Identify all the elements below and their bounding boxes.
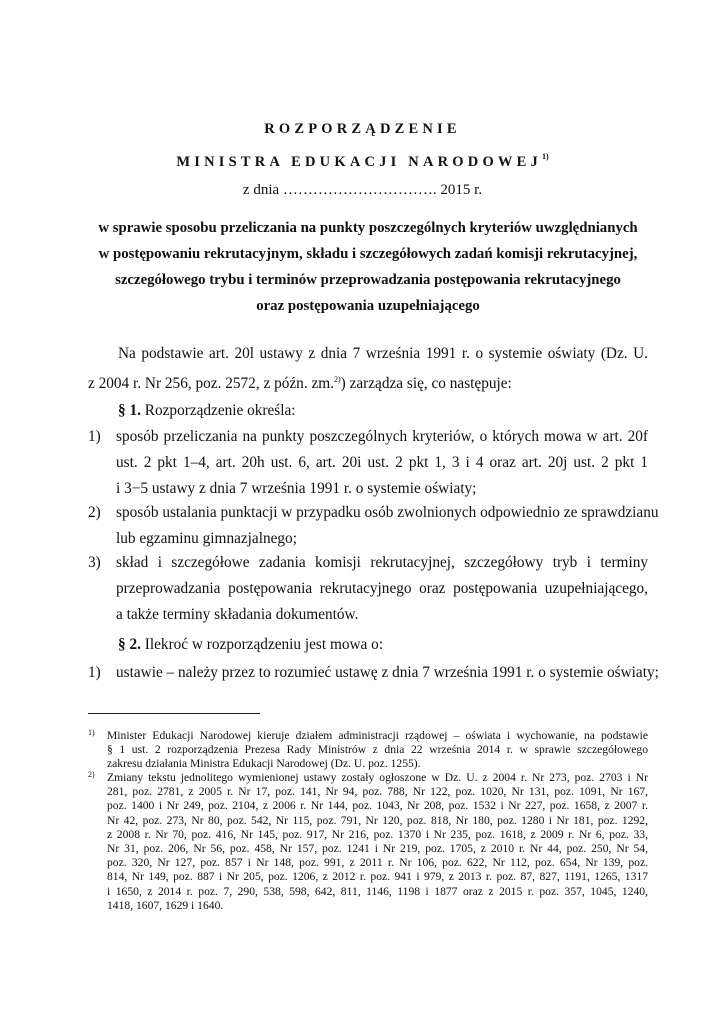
section-2-heading	[88, 632, 648, 658]
footnote-line: i 1650, z 2014 r. poz. 7, 290, 538, 598, 642, 811, 1146, 1198 i 1877 oraz z 2015 r. poz. 357, 1045, 1240,	[107, 884, 648, 898]
section-1-heading	[88, 398, 648, 424]
footnote-line: poz. 320, Nr 127, poz. 857 i Nr 148, poz. 991, z 2011 r. Nr 106, poz. 622, Nr 112, poz. 654, Nr 139, poz.	[107, 856, 648, 870]
preamble	[88, 341, 648, 397]
section-1-label: § 1.	[118, 402, 141, 419]
list-item-line: sposób przeliczania na punkty poszczególnych kryteriów, o których mowa w art. 20f	[116, 428, 648, 445]
preamble-text: z 2004 r. Nr 256, poz. 2572, z późn. zm.	[88, 375, 334, 393]
footnote-line: 1418, 1607, 1629 i 1640.	[107, 898, 224, 912]
list-item-number: 1)	[88, 428, 101, 445]
list-item-number: 1)	[88, 664, 101, 681]
list-item-line: ust. 2 pkt 1–4, art. 20h ust. 6, art. 20i ust. 2 pkt 1, 3 i 4 oraz art. 20j ust. 2 pkt 1	[116, 454, 648, 471]
footnote-line: Minister Edukacji Narodowej kieruje działem administracji rządowej – oświata i wychowanie, na podstawie	[107, 729, 648, 742]
issuer-name: MINISTRA EDUKACJI NARODOWEJ	[176, 154, 542, 170]
list-item-number: 2)	[88, 504, 101, 521]
footnote-line: z 2008 r. Nr 70, poz. 416, Nr 145, poz. 917, Nr 216, poz. 1370 i Nr 235, poz. 1618, z 2009 r. Nr 6, poz. 33,	[107, 827, 648, 841]
subject-block	[88, 215, 648, 319]
footnote-line: § 1 ust. 2 rozporządzenia Prezesa Rady Ministrów z dnia 22 września 2014 r. w sprawie szczegółowego	[107, 743, 648, 757]
footnote-line: poz. 1400 i Nr 249, poz. 2104, z 2006 r. Nr 144, poz. 1043, Nr 208, poz. 1532 i Nr 227, poz. 1658, z 2007 r.	[107, 799, 648, 813]
list-item-line: lub egzaminu gimnazjalnego;	[116, 530, 297, 547]
preamble-line	[88, 367, 648, 397]
footnote-line: 814, Nr 149, poz. 887 i Nr 205, poz. 1206, z 2012 r. poz. 941 i 979, z 2013 r. poz. 87, 827, 1191, 1265, 1317	[107, 870, 648, 884]
issuer-heading	[0, 152, 725, 171]
section-1-text: Rozporządzenie określa:	[144, 402, 296, 419]
footnote-ref-2: 2)	[333, 375, 341, 384]
preamble-text: ) zarządza się, co następuje:	[340, 375, 512, 393]
section-2-text: Ilekroć w rozporządzeniu jest mowa o:	[144, 636, 384, 653]
footnote-line: Nr 42, poz. 273, Nr 80, poz. 542, Nr 115, poz. 791, Nr 120, poz. 818, Nr 180, poz. 1280 i Nr 181, poz. 1292,	[107, 813, 648, 827]
footnote-number: 2)	[88, 770, 95, 779]
subject-line: w postępowaniu rekrutacyjnym, składu i szczegółowych zadań komisji rekrutacyjnej,	[98, 246, 638, 262]
preamble-line: Na podstawie art. 20l ustawy z dnia 7 września 1991 r. o systemie oświaty (Dz. U.	[118, 345, 648, 362]
footnote-line: Nr 31, poz. 206, Nr 56, poz. 458, Nr 157, poz. 1241 i Nr 219, poz. 1705, z 2010 r. Nr 44, poz. 250, Nr 54,	[107, 842, 648, 856]
section-2-label: § 2.	[118, 636, 141, 653]
footnote-number: 1)	[88, 728, 95, 737]
date-line: z dnia …………………………. 2015 r.	[242, 182, 483, 198]
footnote-ref-1: 1)	[541, 152, 549, 161]
list-item-line: przeprowadzania postępowania rekrutacyjnego oraz postępowania uzupełniającego,	[116, 580, 648, 597]
list-item-line: a także terminy składania dokumentów.	[116, 606, 359, 623]
list-item-number: 3)	[88, 554, 101, 571]
footnote-line: 281, poz. 2781, z 2005 r. Nr 17, poz. 141, Nr 94, poz. 788, Nr 122, poz. 1020, Nr 131, poz. 1091, Nr 167,	[107, 785, 648, 799]
document-title: ROZPORZĄDZENIE	[264, 121, 461, 137]
list-item-line: i 3−5 ustawy z dnia 7 września 1991 r. o systemie oświaty;	[116, 480, 477, 497]
list-item-line: ustawie – należy przez to rozumieć ustawę z dnia 7 września 1991 r. o systemie oświaty;	[116, 664, 659, 681]
subject-line: szczegółowego trybu i terminów przeprowadzania postępowania rekrutacyjnego	[115, 272, 621, 288]
subject-line: w sprawie sposobu przeliczania na punkty poszczególnych kryteriów uwzględnianych	[98, 220, 638, 236]
list-item-line: skład i szczegółowe zadania komisji rekrutacyjnej, szczegółowy tryb i terminy	[116, 554, 648, 571]
footnote-separator	[88, 713, 260, 714]
subject-line: oraz postępowania uzupełniającego	[256, 298, 480, 314]
footnote-line: zakresu działania Ministra Edukacji Narodowej (Dz. U. poz. 1255).	[107, 757, 421, 771]
list-item-line: sposób ustalania punktacji w przypadku osób zwolnionych odpowiednio ze sprawdzianu	[116, 504, 659, 521]
footnote-line: Zmiany tekstu jednolitego wymienionej ustawy zostały ogłoszone w Dz. U. z 2004 r. Nr 273, poz. 2703 i Nr	[107, 771, 648, 784]
